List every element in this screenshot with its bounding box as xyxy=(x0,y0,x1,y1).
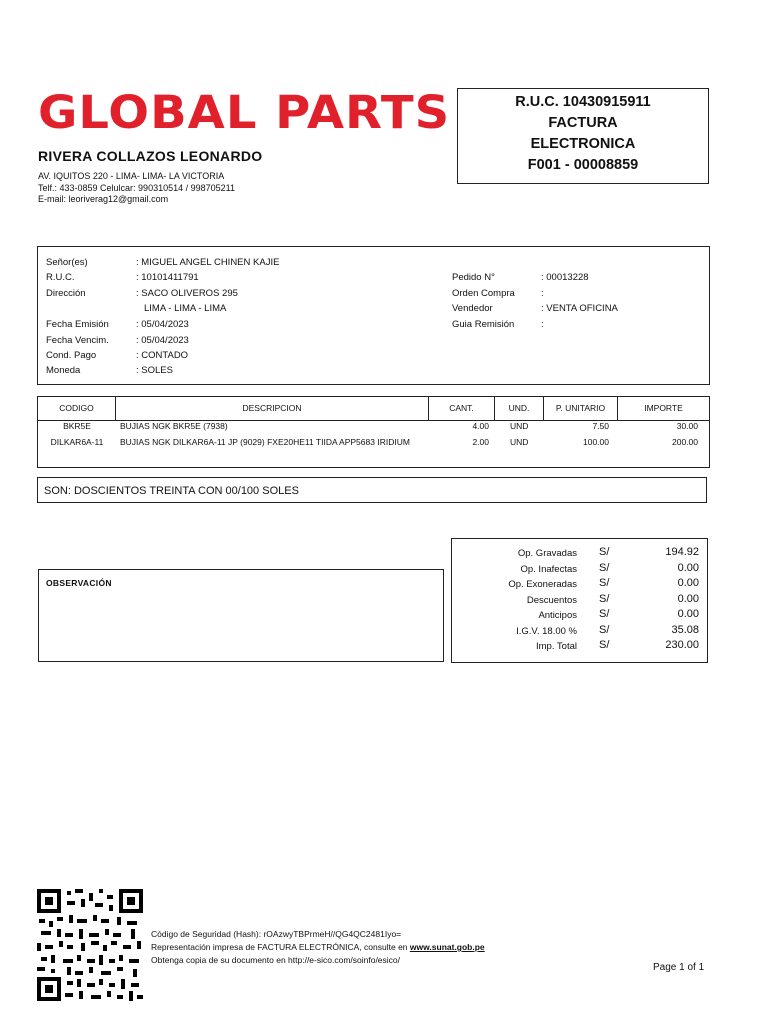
total-value: 0.00 xyxy=(677,577,699,589)
value-cond-pago: : CONTADO xyxy=(136,350,189,361)
total-currency: S/ xyxy=(599,546,610,558)
label-cond-pago: Cond. Pago xyxy=(46,350,97,361)
total-value: 230.00 xyxy=(665,639,699,651)
total-currency: S/ xyxy=(599,562,610,574)
total-label: Descuentos xyxy=(526,595,577,606)
copy-note: Obtenga copia de su documento en http://e-sico.com/soinfo/esico/ xyxy=(151,955,401,965)
totals-box xyxy=(451,538,708,663)
value-senores: : MIGUEL ANGEL CHINEN KAJIE xyxy=(136,257,280,268)
company-phones: Telf.: 433-0859 Celulcar: 990310514 / 998705211 xyxy=(38,183,235,193)
total-currency: S/ xyxy=(599,639,610,651)
total-currency: S/ xyxy=(599,593,610,605)
label-fecha-venc: Fecha Vencim. xyxy=(46,335,109,346)
col-und: UND. xyxy=(495,397,544,420)
doc-type-line1: FACTURA xyxy=(548,115,618,131)
value-ruc: : 10101411791 xyxy=(136,272,199,283)
col-descripcion: DESCRIPCION xyxy=(116,397,429,420)
col-codigo: CODIGO xyxy=(38,397,116,420)
company-email: E-mail: leoriverag12@gmail.com xyxy=(38,194,169,204)
label-direccion: Dirección xyxy=(46,288,86,299)
company-name: RIVERA COLLAZOS LEONARDO xyxy=(38,148,263,164)
cell-und: UND xyxy=(510,421,529,431)
representation-note xyxy=(151,942,485,952)
amount-in-words: SON: DOSCIENTOS TREINTA CON 00/100 SOLES xyxy=(37,477,707,503)
client-info-box xyxy=(37,246,710,385)
observacion-label: OBSERVACIÓN xyxy=(46,578,112,588)
total-label: Op. Exoneradas xyxy=(508,579,577,590)
observacion-box xyxy=(38,569,444,662)
label-guia: Guia Remisión xyxy=(452,319,515,330)
cell-codigo: DILKAR6A-11 xyxy=(50,437,104,447)
total-value: 0.00 xyxy=(677,608,699,620)
value-fecha-emision: : 05/04/2023 xyxy=(136,319,189,330)
total-currency: S/ xyxy=(599,624,610,636)
items-table xyxy=(37,396,710,468)
cell-descripcion: BUJIAS NGK DILKAR6A-11 JP (9029) FXE20HE11 TIIDA APP5683 IRIDIUM xyxy=(120,437,410,447)
value-guia: : xyxy=(541,319,544,330)
cell-importe: 200.00 xyxy=(672,437,698,447)
label-vendedor: Vendedor xyxy=(452,303,493,314)
total-label: Anticipos xyxy=(538,610,577,621)
cell-cant: 4.00 xyxy=(472,421,489,431)
value-pedido: : 00013228 xyxy=(541,272,589,283)
total-label: Imp. Total xyxy=(535,641,577,652)
total-label: I.G.V. 18.00 % xyxy=(516,626,577,637)
total-value: 194.92 xyxy=(665,546,699,558)
doc-type-line2: ELECTRONICA xyxy=(530,136,636,152)
value-vendedor: : VENTA OFICINA xyxy=(541,303,618,314)
label-moneda: Moneda xyxy=(46,365,81,376)
col-cant: CANT. xyxy=(429,397,495,420)
representation-text: Representación impresa de FACTURA ELECTRÓNICA, consulte en xyxy=(151,942,410,952)
company-logo: GLOBAL PARTS xyxy=(38,86,451,140)
total-label: Op. Inafectas xyxy=(520,564,577,575)
value-moneda: : SOLES xyxy=(136,365,173,376)
qr-code-icon xyxy=(37,889,143,1001)
total-currency: S/ xyxy=(599,577,610,589)
total-value: 35.08 xyxy=(671,624,699,636)
sunat-link[interactable]: www.sunat.gob.pe xyxy=(409,942,485,952)
ruc-number: R.U.C. 10430915911 xyxy=(515,94,651,110)
label-senores: Señor(es) xyxy=(46,257,88,268)
cell-codigo: BKR5E xyxy=(63,421,91,431)
cell-importe: 30.00 xyxy=(676,421,698,431)
cell-unitario: 100.00 xyxy=(583,437,609,447)
value-direccion-city: LIMA - LIMA - LIMA xyxy=(144,303,227,314)
cell-descripcion: BUJIAS NGK BKR5E (7938) xyxy=(120,421,228,431)
value-direccion: : SACO OLIVEROS 295 xyxy=(136,288,238,299)
col-importe: IMPORTE xyxy=(644,403,683,413)
label-ruc: R.U.C. xyxy=(46,272,75,283)
total-value: 0.00 xyxy=(677,562,699,574)
page-indicator: Page 1 of 1 xyxy=(653,962,705,973)
label-pedido: Pedido N° xyxy=(452,272,495,283)
document-id-box xyxy=(457,88,709,184)
total-currency: S/ xyxy=(599,608,610,620)
total-value: 0.00 xyxy=(677,593,699,605)
cell-unitario: 7.50 xyxy=(592,421,609,431)
company-address: AV. IQUITOS 220 - LIMA- LIMA- LA VICTORIA xyxy=(38,171,225,181)
cell-und: UND xyxy=(510,437,529,447)
doc-number: F001 - 00008859 xyxy=(527,157,639,173)
col-unitario: P. UNITARIO xyxy=(544,397,618,420)
value-orden-compra: : xyxy=(541,288,544,299)
label-fecha-emision: Fecha Emisión xyxy=(46,319,109,330)
security-hash: Código de Seguridad (Hash): rOAzwyTBPrmeH//QG4QC2481Iyo= xyxy=(151,929,402,939)
cell-cant: 2.00 xyxy=(472,437,489,447)
label-orden-compra: Orden Compra xyxy=(452,288,515,299)
total-label: Op. Gravadas xyxy=(517,548,577,559)
value-fecha-venc: : 05/04/2023 xyxy=(136,335,189,346)
